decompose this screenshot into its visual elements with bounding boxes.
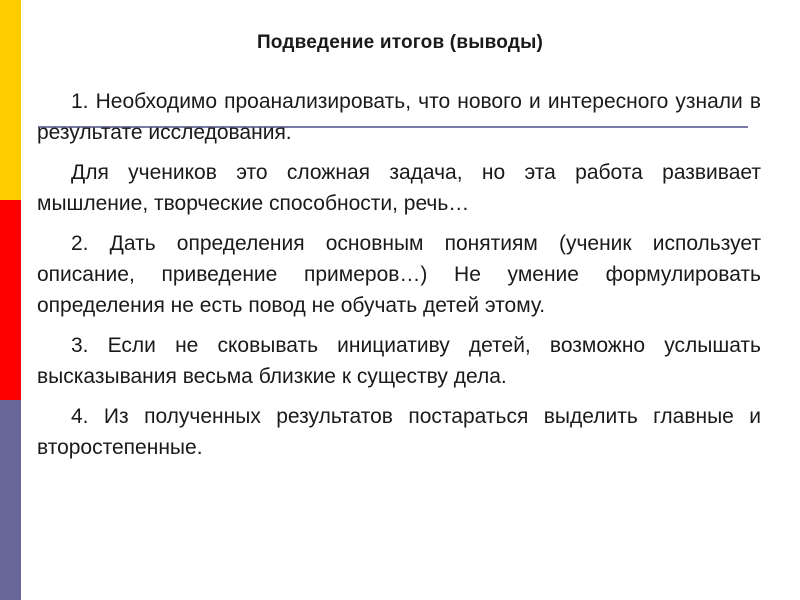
- left-stripe-yellow: [0, 0, 21, 200]
- paragraph-4: 3. Если не сковывать инициативу детей, возможно услышать высказывания весьма близкие к существу дела.: [37, 334, 761, 388]
- slide-body: [37, 86, 761, 472]
- paragraph-3: 2. Дать определения основным понятиям (ученик использует описание, приведение примеров…) Не умение формулировать определения не есть повод не обучать детей этому.: [37, 232, 761, 317]
- paragraph-2: Для учеников это сложная задача, но эта работа развивает мышление, творческие способности, речь…: [37, 161, 761, 215]
- paragraph-1: 1. Необходимо проанализировать, что нового и интересного узнали в результате исследования.: [37, 90, 761, 144]
- left-stripe-red: [0, 200, 21, 400]
- left-stripe-blue: [0, 400, 21, 600]
- slide-title: Подведение итогов (выводы): [256, 32, 544, 53]
- paragraph-5: 4. Из полученных результатов постараться выделить главные и второстепенные.: [37, 405, 761, 459]
